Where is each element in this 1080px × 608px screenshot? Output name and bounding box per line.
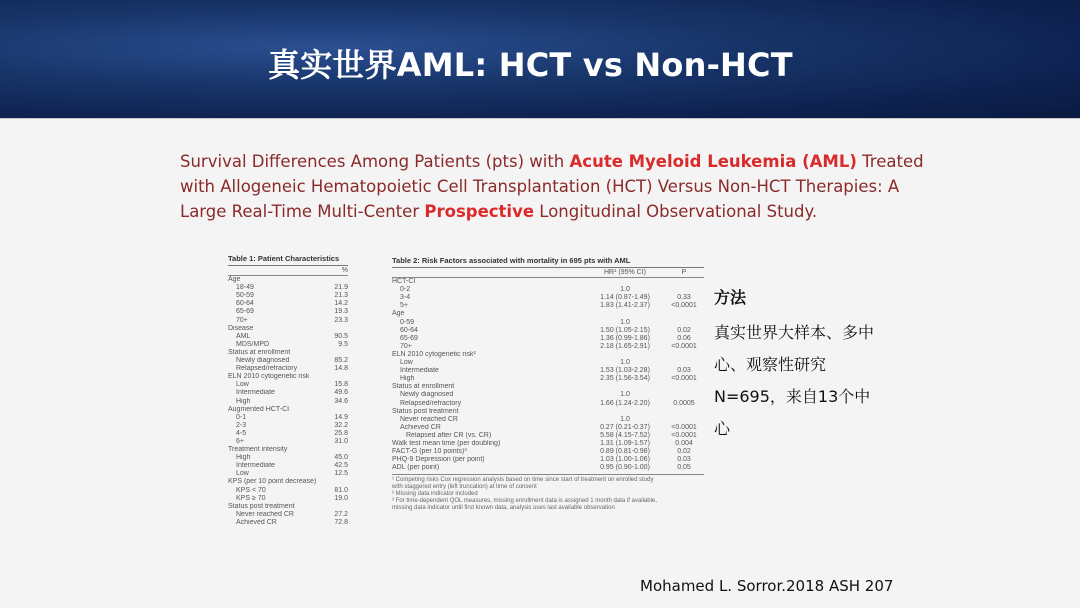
row-label: ADL (per point) — [392, 464, 440, 472]
hazard-ratio: 0.89 (0.81-0.98) — [600, 448, 650, 456]
hazard-ratio: 2.35 (1.56-3.54) — [600, 375, 650, 383]
row-label: 0-1 — [236, 413, 247, 421]
row-label: Augmented HCT-CI — [228, 405, 290, 413]
table-row — [228, 292, 348, 300]
hazard-ratio — [586, 310, 664, 318]
p-value: 0.06 — [677, 334, 691, 342]
row-label: Never reached CR — [236, 510, 294, 518]
table-row — [228, 462, 348, 470]
table-row — [228, 389, 348, 397]
row-label: 4-5 — [236, 429, 247, 437]
hazard-ratio: 1.0 — [620, 415, 630, 423]
table-row — [392, 448, 704, 456]
p-value — [664, 351, 704, 359]
row-label: Relapsed after CR (vs. CR) — [406, 431, 492, 439]
row-value: 12.5 — [334, 470, 348, 478]
row-value — [326, 503, 348, 511]
table1-col-header: % — [341, 267, 348, 274]
row-value: 34.6 — [334, 397, 348, 405]
row-value — [326, 276, 348, 284]
row-label: PHQ-9 Depression (per point) — [392, 456, 485, 464]
p-value: <0.0001 — [671, 423, 697, 431]
p-value: <0.0001 — [671, 375, 697, 383]
methods-line: 心 — [714, 419, 731, 438]
hazard-ratio: 1.0 — [620, 359, 630, 367]
hazard-ratio: 1.03 (1.00-1.06) — [600, 456, 650, 464]
p-value: 0.03 — [677, 367, 691, 375]
row-label: 18-49 — [236, 284, 254, 292]
row-label: Achieved CR — [400, 423, 441, 431]
row-label: 60-64 — [236, 300, 254, 308]
table-row — [228, 357, 348, 365]
hazard-ratio: 0.27 (0.21-0.37) — [600, 423, 650, 431]
table-row — [392, 327, 704, 335]
row-label: Walk test mean time (per doubling) — [392, 439, 501, 447]
p-value — [664, 319, 704, 327]
row-value — [326, 325, 348, 333]
row-label: 2-3 — [236, 421, 247, 429]
row-label: Treatment intensity — [228, 446, 288, 454]
table-row — [228, 373, 348, 381]
row-label: Status at enrollment — [392, 383, 455, 391]
row-label: Never reached CR — [400, 415, 458, 423]
table-row — [228, 341, 348, 349]
table2-caption: Table 2: Risk Factors associated with mortality in 695 pts with AML — [392, 256, 704, 268]
p-value: 0.33 — [677, 294, 691, 302]
table-row — [392, 464, 704, 472]
table-row — [228, 398, 348, 406]
methods-line: 心、观察性研究 — [714, 355, 827, 374]
table-row — [228, 365, 348, 373]
hazard-ratio: 1.83 (1.41-2.37) — [600, 302, 650, 310]
hazard-ratio: 5.58 (4.15-7.52) — [600, 431, 650, 439]
table-row — [392, 302, 704, 310]
row-label: 5+ — [400, 302, 408, 310]
row-label: Intermediate — [400, 367, 439, 375]
row-value: 25.8 — [334, 429, 348, 437]
table-row — [228, 284, 348, 292]
table-row — [228, 430, 348, 438]
row-label: Low — [236, 470, 249, 478]
row-value: 14.2 — [334, 300, 348, 308]
methods-line: 真实世界大样本、多中 — [714, 323, 875, 342]
table-row — [228, 454, 348, 462]
table-row — [228, 438, 348, 446]
row-label: ELN 2010 cytogenetic risk² — [392, 350, 476, 358]
page-title: 真实世界AML: HCT vs Non-HCT — [268, 46, 793, 84]
citation: Mohamed L. Sorror.2018 ASH 207 — [640, 577, 894, 595]
subtitle-text: Longitudinal Observational Study. — [534, 202, 818, 221]
row-label: 0-2 — [400, 286, 411, 294]
p-value: 0.004 — [675, 439, 693, 447]
footnote: ³ For time-dependent QOL measures, missing enrollment data is assigned 1 month data if available, — [392, 498, 657, 505]
table1-header-row — [228, 267, 348, 276]
table2-col-hr: HR¹ (95% CI) — [603, 269, 646, 276]
table-row — [228, 349, 348, 357]
p-value: 0.02 — [677, 326, 691, 334]
footnote: ² Missing data indicator included — [392, 491, 478, 498]
table-row — [392, 408, 704, 416]
table-row — [228, 478, 348, 486]
row-value: 9.5 — [338, 340, 348, 348]
table-row — [392, 432, 704, 440]
table2-header-row — [392, 269, 704, 278]
methods-box — [714, 287, 914, 445]
footnote: missing data indicator until first known data, analysis uses last available observation — [392, 505, 615, 512]
table-row — [392, 343, 704, 351]
subtitle-text: Treated with Allogeneic Hematopoietic Cell Transplantation (HCT) Versus Non-HCT Therapies: A Large Real-Time Multi-Center — [180, 152, 924, 221]
title-banner — [0, 0, 1080, 119]
table-row — [228, 406, 348, 414]
table-row — [228, 414, 348, 422]
table-row — [228, 325, 348, 333]
row-value — [326, 349, 348, 357]
row-label: Achieved CR — [236, 518, 277, 526]
table-row — [228, 276, 348, 284]
table-risk-factors — [392, 256, 704, 512]
p-value — [664, 286, 704, 294]
table-row — [228, 511, 348, 519]
table-row — [392, 400, 704, 408]
row-value: 90.5 — [334, 332, 348, 340]
row-label: Newly diagnosed — [236, 357, 290, 365]
methods-line: N=695，来自13个中 — [714, 387, 871, 406]
table-row — [228, 308, 348, 316]
row-value: 31.0 — [334, 437, 348, 445]
p-value — [664, 310, 704, 318]
row-label: Status post treatment — [392, 407, 459, 415]
row-value — [326, 406, 348, 414]
row-value: 85.2 — [334, 357, 348, 365]
row-value: 42.5 — [334, 462, 348, 470]
methods-title: 方法 — [714, 288, 747, 307]
table-row — [392, 367, 704, 375]
row-value: 45.0 — [334, 454, 348, 462]
row-value: 15.8 — [334, 381, 348, 389]
row-value — [326, 478, 348, 486]
table-row — [392, 416, 704, 424]
row-value: 81.0 — [334, 486, 348, 494]
row-label: Status at enrollment — [228, 348, 291, 356]
hazard-ratio — [586, 408, 664, 416]
row-value — [326, 373, 348, 381]
row-label: High — [400, 375, 415, 383]
row-label: KPS ≥ 70 — [236, 494, 266, 502]
table-row — [392, 278, 704, 286]
row-label: Age — [392, 310, 405, 318]
table-row — [228, 470, 348, 478]
table-row — [392, 424, 704, 432]
p-value: <0.0001 — [671, 431, 697, 439]
footnote: ¹ Competing risks Cox regression analysis based on time since start of treatment on enrolled study — [392, 477, 654, 484]
hazard-ratio: 0.95 (0.90-1.00) — [600, 464, 650, 472]
row-label: KPS < 70 — [236, 486, 266, 494]
table-row — [392, 359, 704, 367]
row-label: 70+ — [236, 316, 248, 324]
row-value: 23.3 — [334, 316, 348, 324]
table-row — [392, 319, 704, 327]
study-title — [180, 149, 940, 224]
p-value: <0.0001 — [671, 302, 697, 310]
p-value — [664, 278, 704, 286]
row-label: 50-59 — [236, 292, 254, 300]
hazard-ratio: 1.53 (1.03-2.28) — [600, 367, 650, 375]
row-label: Intermediate — [236, 389, 275, 397]
row-label: Relapsed/refractory — [236, 365, 298, 373]
table-row — [392, 294, 704, 302]
row-label: MDS/MPD — [236, 340, 270, 348]
table-row — [228, 446, 348, 454]
row-label: 60-64 — [400, 326, 418, 334]
row-label: 65-69 — [400, 334, 418, 342]
table-row — [228, 503, 348, 511]
hazard-ratio — [586, 383, 664, 391]
row-label: AML — [236, 332, 251, 340]
table2-col-p: P — [681, 269, 687, 276]
table-row — [228, 495, 348, 503]
hazard-ratio: 1.0 — [620, 286, 630, 294]
hazard-ratio: 1.50 (1.05-2.15) — [600, 326, 650, 334]
table-row — [392, 391, 704, 399]
p-value: 0.02 — [677, 448, 691, 456]
highlighted-term: Acute Myeloid Leukemia (AML) — [569, 152, 857, 171]
row-value: 19.0 — [334, 494, 348, 502]
row-label: Intermediate — [236, 462, 275, 470]
table1-caption: Table 1: Patient Characteristics — [228, 254, 348, 266]
row-value — [326, 446, 348, 454]
row-label: Status post treatment — [228, 502, 295, 510]
row-label: 0-59 — [400, 318, 415, 326]
row-label: 3-4 — [400, 294, 411, 302]
row-label: 70+ — [400, 342, 412, 350]
table-row — [228, 487, 348, 495]
row-value: 72.8 — [334, 518, 348, 526]
p-value — [664, 391, 704, 399]
hazard-ratio: 1.36 (0.99-1.86) — [600, 334, 650, 342]
row-label: High — [236, 397, 251, 405]
row-value: 14.9 — [334, 413, 348, 421]
row-label: KPS (per 10 point decrease) — [228, 478, 317, 486]
p-value — [664, 383, 704, 391]
row-label: 6+ — [236, 437, 244, 445]
row-value: 21.9 — [334, 284, 348, 292]
hazard-ratio: 1.0 — [620, 391, 630, 399]
table-row — [228, 422, 348, 430]
hazard-ratio — [586, 278, 664, 286]
table-row — [392, 351, 704, 359]
hazard-ratio: 1.0 — [620, 318, 630, 326]
p-value: 0.03 — [677, 456, 691, 464]
row-label: High — [236, 454, 251, 462]
row-label: HCT-CI — [392, 278, 416, 286]
row-label: Relapsed/refractory — [400, 399, 462, 407]
table2-footnotes — [392, 474, 704, 512]
hazard-ratio: 2.18 (1.65-2.91) — [600, 342, 650, 350]
row-value: 49.6 — [334, 389, 348, 397]
table-row — [392, 456, 704, 464]
p-value — [664, 408, 704, 416]
subtitle-text: Survival Differences Among Patients (pts) with — [180, 152, 570, 171]
row-value: 14.8 — [334, 365, 348, 373]
row-label: Low — [236, 381, 249, 389]
table-row — [228, 519, 348, 527]
hazard-ratio: 1.66 (1.24-2.20) — [600, 399, 650, 407]
p-value: 0.0005 — [673, 399, 695, 407]
highlighted-term: Prospective — [424, 202, 535, 221]
table-row — [228, 300, 348, 308]
p-value — [664, 359, 704, 367]
row-value: 19.3 — [334, 308, 348, 316]
row-label: Age — [228, 276, 241, 284]
row-label: FACT-G (per 10 points)³ — [392, 448, 467, 456]
row-label: Newly diagnosed — [400, 391, 454, 399]
table-row — [392, 440, 704, 448]
hazard-ratio: 1.14 (0.87-1.49) — [600, 294, 650, 302]
row-value: 27.2 — [334, 510, 348, 518]
footnote: with staggered entry (left truncation) at time of consent — [392, 484, 537, 491]
table-row — [392, 286, 704, 294]
p-value: 0.05 — [677, 464, 691, 472]
row-label: Disease — [228, 324, 254, 332]
table-row — [228, 317, 348, 325]
row-label: 65-69 — [236, 308, 254, 316]
table-row — [392, 375, 704, 383]
hazard-ratio — [586, 351, 664, 359]
table-row — [228, 333, 348, 341]
row-label: Low — [400, 359, 413, 367]
row-value: 21.3 — [334, 292, 348, 300]
p-value: <0.0001 — [671, 342, 697, 350]
table-patient-characteristics — [228, 254, 348, 527]
table-row — [392, 383, 704, 391]
hazard-ratio: 1.31 (1.09-1.57) — [600, 439, 650, 447]
row-label: ELN 2010 cytogenetic risk — [228, 373, 310, 381]
table-row — [392, 310, 704, 318]
p-value — [664, 416, 704, 424]
table-row — [392, 335, 704, 343]
table-row — [228, 381, 348, 389]
row-value: 32.2 — [334, 421, 348, 429]
